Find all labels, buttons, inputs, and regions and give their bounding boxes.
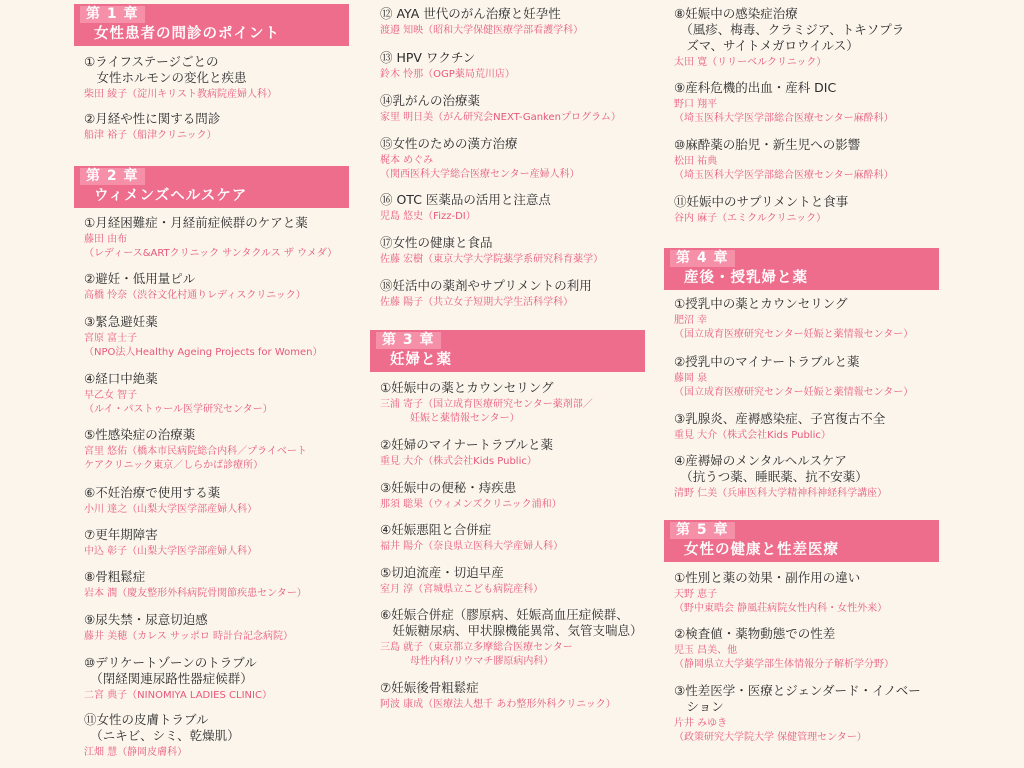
list-item [84, 485, 356, 517]
item-author: 清野 仁美（兵庫医科大学精神科神経科学講座） [674, 488, 888, 499]
item-author: 松田 祐典 （埼玉医科大学医学部総合医療センター麻酔科） [674, 156, 894, 181]
item-title: ①ライフステージごとの 女性ホルモンの変化と疾患 [84, 54, 247, 85]
list-item [380, 607, 660, 669]
item-title: ⑪妊娠中のサプリメントと食事 [674, 194, 849, 209]
list-item [674, 453, 954, 501]
list-item [84, 314, 356, 360]
item-author: 宮原 富士子 （NPO法人Healthy Ageing Projects for Women） [84, 333, 323, 358]
item-author: 藤井 美穂（カレス サッポロ 時計台記念病院） [84, 631, 294, 642]
list-item [84, 712, 356, 760]
chapter-number: 第 2 章 [80, 168, 145, 185]
item-title: ⑮女性のための漢方治療 [380, 136, 518, 151]
item-title: ⑧妊娠中の感染症治療 （風疹、梅毒、クラミジア、トキソプラ ズマ、サイトメガロウイルス） [674, 6, 905, 53]
item-title: ①妊娠中の薬とカウンセリング [380, 380, 554, 395]
list-item [380, 136, 660, 182]
chapter-title: 妊婦と薬 [390, 352, 452, 368]
list-item [84, 527, 356, 559]
item-author: 太田 寛（リリーベルクリニック） [674, 57, 827, 68]
item-author: 中込 彰子（山梨大学医学部産婦人科） [84, 546, 258, 557]
list-item [84, 655, 356, 703]
item-title: ⑨尿失禁・尿意切迫感 [84, 612, 208, 627]
item-author: 佐藤 宏樹（東京大学大学院薬学系研究科育薬学） [380, 254, 604, 265]
item-title: ⑱妊活中の薬剤やサプリメントの利用 [380, 278, 592, 293]
chapter-2-header [74, 166, 349, 208]
item-author: 二宮 典子（NINOMIYA LADIES CLINIC） [84, 690, 272, 701]
item-author: 三浦 寄子（国立成育医療研究センター薬剤部／ 妊娠と薬情報センター） [380, 399, 593, 424]
list-item [674, 6, 954, 70]
list-item [84, 612, 356, 644]
chapter-number: 第 3 章 [376, 332, 441, 349]
item-author: 野口 翔平 （埼玉医科大学医学部総合医療センター麻酔科） [674, 99, 894, 124]
item-title: ①月経困難症・月経前症候群のケアと薬 [84, 215, 308, 230]
item-author: 船津 裕子（船津クリニック） [84, 130, 217, 141]
item-title: ③妊娠中の便秘・痔疾患 [380, 480, 517, 495]
list-item [84, 371, 356, 417]
item-title: ④産褥婦のメンタルヘルスケア （抗うつ薬、睡眠薬、抗不安薬） [674, 453, 868, 484]
item-title: ⑤切迫流産・切迫早産 [380, 565, 504, 580]
list-item [380, 278, 660, 310]
item-author: 江畑 慧（静岡皮膚科） [84, 747, 188, 758]
item-title: ①性別と薬の効果・副作用の違い [674, 570, 861, 585]
item-title: ②検査値・薬物動態での性差 [674, 626, 836, 641]
list-item [84, 215, 356, 261]
item-title: ⑨産科危機的出血・産科 DIC [674, 80, 837, 95]
item-author: 天野 恵子 （野中東晧会 静風荘病院女性内科・女性外来） [674, 589, 888, 614]
item-author: 早乙女 智子 （ルイ・パストゥール医学研究センター） [84, 390, 273, 415]
list-item [380, 6, 660, 38]
list-item [674, 626, 954, 672]
chapter-3-header [370, 330, 645, 372]
item-title: ④経口中絶薬 [84, 371, 158, 386]
item-author: 佐藤 陽子（共立女子短期大学生活科学科） [380, 297, 574, 308]
list-item [380, 50, 660, 82]
item-author: 藤田 由布 （レディース&ARTクリニック サンタクルス ザ ウメダ） [84, 234, 338, 259]
chapter-number: 第 5 章 [670, 522, 735, 539]
item-title: ⑧骨粗鬆症 [84, 569, 146, 584]
list-item [380, 235, 660, 267]
chapter-number: 第 1 章 [80, 6, 145, 23]
list-item [674, 80, 954, 126]
list-item [674, 683, 954, 745]
chapter-5-header [664, 520, 939, 562]
item-author: 柴田 綾子（淀川キリスト教病院産婦人科） [84, 89, 277, 100]
item-author: 梶本 めぐみ （関西医科大学総合医療センター産婦人科） [380, 155, 580, 180]
item-author: 家里 明日美（がん研究会NEXT-Gankenプログラム） [380, 112, 621, 123]
list-item [674, 411, 954, 443]
item-author: 渡邉 知映（昭和大学保健医療学部看護学科） [380, 25, 584, 36]
chapter-title: ウィメンズヘルスケア [94, 188, 248, 204]
item-title: ②月経や性に関する問診 [84, 111, 221, 126]
list-item [84, 427, 356, 473]
item-author: 児玉 昌美、他 （静岡県立大学薬学部生体情報分子解析学分野） [674, 645, 894, 670]
item-author: 那須 聡果（ウィメンズクリニック浦和） [380, 499, 562, 510]
item-title: ⑪女性の皮膚トラブル （ニキビ、シミ、乾燥肌） [84, 712, 240, 743]
item-title: ③乳腺炎、産褥感染症、子宮復古不全 [674, 411, 886, 426]
list-item [674, 354, 954, 400]
item-title: ③性差医学・医療とジェンダード・イノベー ション [674, 683, 921, 714]
list-item [84, 111, 356, 143]
item-author: 高橋 怜奈（渋谷文化村通りレディスクリニック） [84, 290, 306, 301]
item-title: ⑫ AYA 世代のがん治療と妊孕性 [380, 6, 561, 21]
item-author: 室月 淳（宮城県立こども病院産科） [380, 584, 544, 595]
list-item [380, 522, 660, 554]
item-author: 藤岡 泉 （国立成育医療研究センター妊娠と薬情報センター） [674, 373, 914, 398]
item-title: ⑭乳がんの治療薬 [380, 93, 481, 108]
item-title: ③緊急避妊薬 [84, 314, 158, 329]
chapter-title: 女性患者の問診のポイント [94, 26, 280, 42]
item-title: ⑥不妊治療で使用する薬 [84, 485, 221, 500]
item-title: ②避妊・低用量ピル [84, 271, 196, 286]
item-title: ⑩麻酔薬の胎児・新生児への影響 [674, 137, 861, 152]
list-item [380, 93, 660, 125]
item-author: 児島 悠史（Fizz-DI） [380, 211, 476, 222]
item-title: ⑬ HPV ワクチン [380, 50, 476, 65]
chapter-1-header [74, 4, 349, 46]
item-author: 小川 達之（山梨大学医学部産婦人科） [84, 504, 258, 515]
item-author: 谷内 麻子（エミクルクリニック） [674, 213, 827, 224]
item-author: 三島 就子（東京都立多摩総合医療センター 母性内科/リウマチ膠原病内科） [380, 642, 573, 667]
item-title: ⑤性感染症の治療薬 [84, 427, 196, 442]
list-item [380, 380, 660, 426]
list-item [380, 680, 660, 712]
item-author: 片井 みゆき （政策研究大学院大学 保健管理センター） [674, 718, 867, 743]
chapter-title: 産後・授乳婦と薬 [684, 270, 808, 286]
chapter-title: 女性の健康と性差医療 [684, 542, 839, 558]
item-title: ②授乳中のマイナートラブルと薬 [674, 354, 860, 369]
item-title: ⑥妊娠合併症（膠原病、妊娠高血圧症候群、 妊娠糖尿病、甲状腺機能異常、気管支喘息） [380, 607, 643, 638]
item-title: ⑰女性の健康と食品 [380, 235, 493, 250]
list-item [674, 194, 954, 226]
list-item [84, 271, 356, 303]
item-author: 宮里 悠佑（橋本市民病院総合内科／プライベート ケアクリニック東京／しらかば診療所） [84, 446, 307, 471]
item-author: 阿波 康成（医療法人想千 あわ整形外科クリニック） [380, 699, 616, 710]
list-item [84, 569, 356, 601]
list-item [674, 137, 954, 183]
item-author: 岩本 潤（慶友整形外科病院骨関節疾患センター） [84, 588, 307, 599]
item-author: 肥沼 幸 （国立成育医療研究センター妊娠と薬情報センター） [674, 315, 914, 340]
item-title: ①授乳中の薬とカウンセリング [674, 296, 848, 311]
list-item [380, 480, 660, 512]
list-item [380, 192, 660, 224]
item-author: 重見 大介（株式会社Kids Public） [380, 456, 537, 467]
list-item [380, 565, 660, 597]
list-item [674, 296, 954, 342]
chapter-number: 第 4 章 [670, 250, 735, 267]
list-item [380, 437, 660, 469]
item-author: 福井 陽介（奈良県立医科大学産婦人科） [380, 541, 564, 552]
item-author: 鈴木 怜那（OGP薬局荒川店） [380, 69, 515, 80]
item-title: ⑩デリケートゾーンのトラブル （閉経関連尿路性器症候群） [84, 655, 257, 686]
list-item [84, 54, 356, 102]
item-title: ⑯ OTC 医薬品の活用と注意点 [380, 192, 551, 207]
item-author: 重見 大介（株式会社Kids Public） [674, 430, 831, 441]
list-item [674, 570, 954, 616]
item-title: ②妊婦のマイナートラブルと薬 [380, 437, 553, 452]
item-title: ④妊娠悪阻と合併症 [380, 522, 492, 537]
item-title: ⑦更年期障害 [84, 527, 158, 542]
item-title: ⑦妊娠後骨粗鬆症 [380, 680, 479, 695]
chapter-4-header [664, 248, 939, 290]
